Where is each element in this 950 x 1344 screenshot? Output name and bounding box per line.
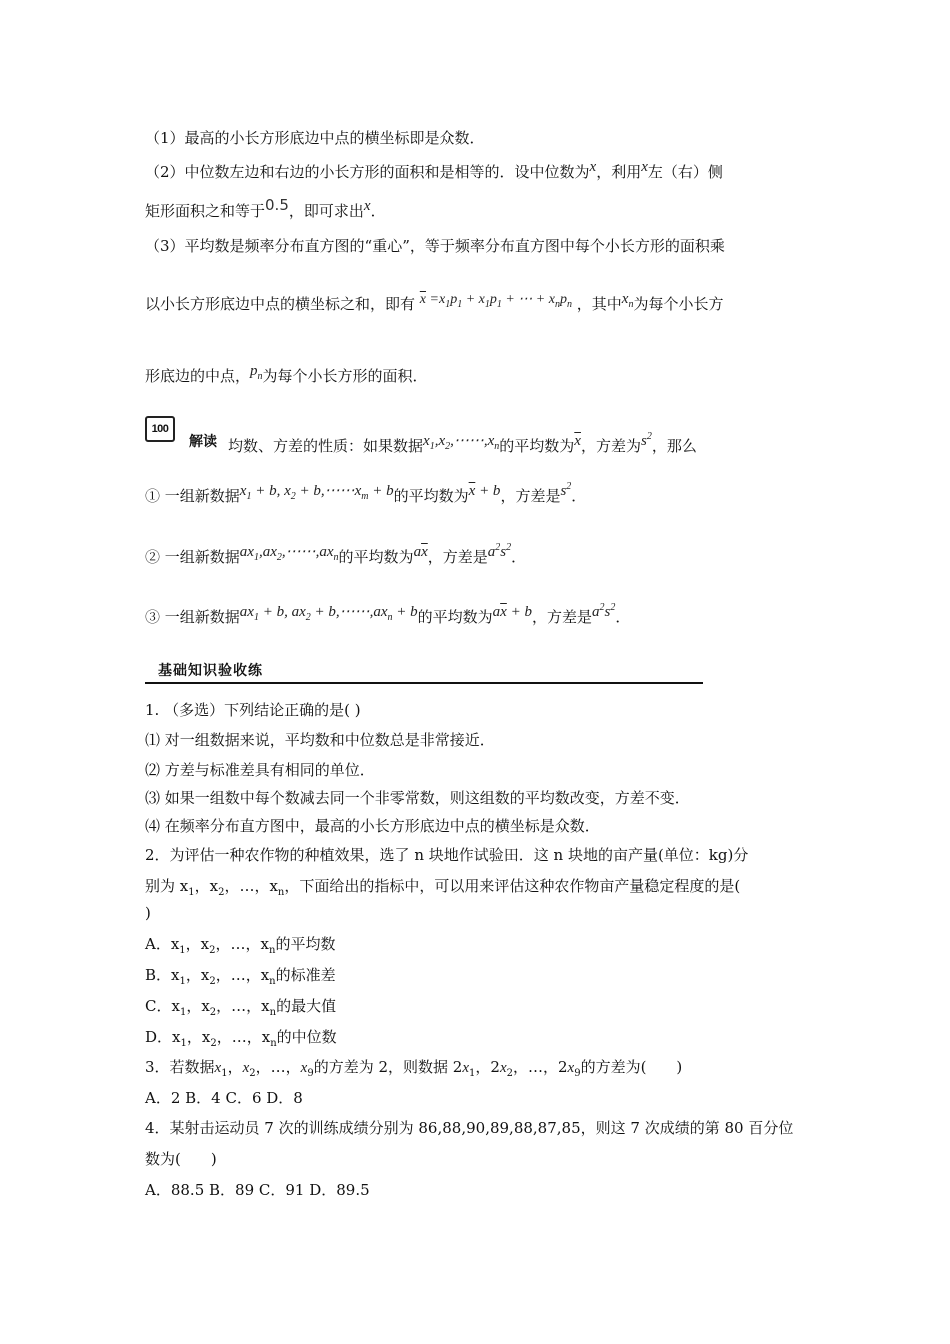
note-item-2: （2）中位数左边和右边的小长方形的面积和是相等的．设中位数为x，利用x左（右）侧 [145,159,723,181]
section-title: 基础知识验收练 [158,663,263,679]
note-item-3: （3）平均数是频率分布直方图的“重心”，等于频率分布直方图中每个小长方形的面积乘 [145,237,725,255]
note-item-2-cont: 矩形面积之和等于0.5，即可求出x． [145,196,386,220]
question-2-stem-end: ) [145,904,151,922]
question-2-stem-cont: 别为 $x_1$，$x_2$，…，$x_n$，下面给出的指标中，可以用来评估这种农作物亩产量稳定程度的是( [145,877,741,898]
question-2-option-c: C．$x_1$，$x_2$，…，$x_n$的最大值 [145,997,337,1018]
reading-rule-2: ② 一组新数据$ax_1,ax_2,\cdots\cdots,ax_n$的平均数为$a\overline{x}$，方差是$a^2s^2$． [145,542,527,566]
question-2-option-d: D．$x_1$，$x_2$，…，$x_n$的中位数 [145,1028,337,1049]
mean-formula: $\overline{x} =x_1p_1 + x_1p_1$ + ⋯ + $x_np_n$ [419,292,572,310]
reading-intro: 均数、方差的性质：如果数据$x_1,x_2,\cdots\cdots,x_n$的平均数为$\overline{x}$，方差为$s^2$，那么 [228,431,697,455]
question-4-stem-cont: 数为( ) [145,1150,217,1168]
note-item-3-end: 形底边的中点，$p_n$为每个小长方形的面积． [145,363,428,385]
question-2-stem: 2．为评估一种农作物的种植效果，选了 n 块地作试验田．这 n 块地的亩产量(单位：kg)分 [145,846,749,864]
question-2-option-a: A．$x_1$，$x_2$，…，$x_n$的平均数 [145,935,336,956]
note-item-1: （1）最高的小长方形底边中点的横坐标即是众数． [145,129,485,147]
reading-label: 解读 [189,434,217,450]
question-1-option-4: ⑷ 在频率分布直方图中，最高的小长方形底边中点的横坐标是众数． [145,817,600,835]
reading-rule-3: ③ 一组新数据$ax_1 + b$, $ax_2$ + $b,\cdots\cdots,ax_n + b$的平均数为$a\overline{x} + b$，方差是$a^2s^2$． [145,602,631,626]
question-4-options: A．88.5 B．89 C．91 D．89.5 [145,1181,370,1199]
note-item-3-cont: 以小长方形底边中点的横坐标之和，即有 $\overline{x} =x_1p_1 + x_1p_1$ + ⋯ + $x_np_n$ ，其中$x_n$为每个小长方 [145,291,724,313]
section-divider [145,682,703,684]
reading-rule-1: ① 一组新数据$x_1 + b$, $x_2$ + $b,\cdots\cdots x_m + b$的平均数为$\overline{x} + b$，方差是$s^2$． [145,481,587,505]
question-4-stem: 4．某射击运动员 7 次的训练成绩分别为 86,88,90,89,88,87,85，则这 7 次成绩的第 80 百分位 [145,1119,794,1137]
question-2-option-b: B．$x_1$，$x_2$，…，$x_n$的标准差 [145,966,336,987]
question-1-option-3: ⑶ 如果一组数中每个数减去同一个非零常数，则这组数的平均数改变，方差不变． [145,789,690,807]
question-3-stem: 3．若数据$x_1$，$x_2$，…，$x_9$的方差为 2，则数据 $2x_1$，$2x_2$，…，$2x_9$的方差为( ) [145,1058,683,1079]
question-1-stem: 1. （多选）下列结论正确的是( ) [145,701,361,719]
question-3-options: A．2 B．4 C．6 D．8 [145,1089,303,1107]
score-badge-icon: 100 [145,416,175,442]
question-1-option-2: ⑵ 方差与标准差具有相同的单位． [145,761,375,779]
question-1-option-1: ⑴ 对一组数据来说，平均数和中位数总是非常接近． [145,731,495,749]
